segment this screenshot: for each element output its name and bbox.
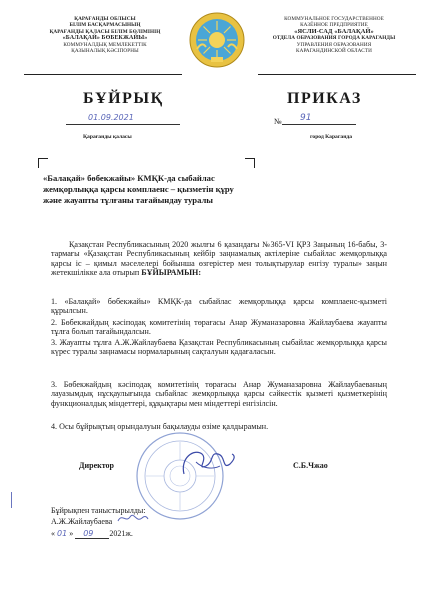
order-item-4: 4. Осы бұйрықтың орындалуын бақылауды өзіме қалдырамын. (51, 422, 269, 431)
order-date: 01.09.2021 (88, 113, 134, 122)
director-role: Директор (79, 461, 114, 470)
order-item-1: 1. «Балақай» бөбекжайы» КМҚК-да сыбайлас жемқорлыққа қарсы комплаенс-қызметі құрылсын. (51, 297, 387, 316)
margin-mark (11, 492, 12, 508)
acknowledgement-label: Бұйрықпен таныстырылды: (51, 506, 146, 515)
header-divider-left (24, 74, 182, 75)
acknowledgement-date (51, 529, 133, 538)
order-keyword: БҰЙЫРАМЫН: (141, 267, 202, 277)
header-right-line1: КОММУНАЛЬНОЕ ГОСУДАРСТВЕННОЕ (284, 16, 384, 22)
document-title: «Балақай» бөбекжайы» КМҚК-да сыбайлас жемқорлыққа қарсы комплаенс – қызметін құру және жауапты тұлғаны тағайындау туралы (43, 173, 234, 206)
header-right-line3: «ЯСЛИ-САД «БАЛАҚАЙ» (294, 27, 374, 35)
acknowledgement-person: А.Ж.Жайлаубаева (51, 517, 113, 526)
ack-date-year: 2021ж. (109, 529, 133, 538)
emblem-icon (188, 11, 246, 69)
ack-date-month: 09 (75, 529, 109, 539)
city-kz: Қарағанды қаласы (83, 134, 132, 140)
city-ru: город Караганда (310, 134, 353, 140)
order-item-3: 3. Жауапты тұлға А.Ж.Жайлаубаева Қазақстан Республикасының сыбайлас жемқорлыққа қарсы күрес туралы заңнамасы нормаларының сақталуын қадағаласын. (51, 338, 387, 357)
header-left-line2: БІЛІМ БАСҚАРМАСЫНЫҢ (69, 22, 141, 29)
order-item-3b: 3. Бөбекжайдың кәсіподақ комитетінің төрағасы Анар Жуманазаровна Жайлаубаеваның лауазымдық нұсқаулығында сыбайлас жемқорлыққа қарсы сәйкестік қызметі қызметкерінің функционалдық міндеттері, құқықтары мен міндеттері енгізілсін. (51, 380, 387, 408)
ack-date-open: « (51, 529, 55, 538)
header-right-line2: КАЗЁННОЕ ПРЕДПРИЯТИЕ (300, 22, 368, 29)
title-bracket-right (245, 158, 255, 168)
body-intro (51, 240, 387, 277)
number-sign: № (274, 117, 282, 126)
state-emblem (188, 11, 246, 69)
ack-signature-icon (116, 509, 150, 527)
header-right-line5: УПРАВЛЕНИЯ ОБРАЗОВАНИЯ (296, 41, 372, 48)
signature-icon (176, 444, 240, 484)
header-left-line6: ҚАЗЫНАЛЫҚ КӘСІПОРНЫ (71, 48, 139, 55)
header-left-line1: ҚАРАҒАНДЫ ОБЛЫСЫ (74, 16, 136, 22)
header-right-line4: ОТДЕЛА ОБРАЗОВАНИЯ ГОРОДА КАРАГАНДЫ (272, 35, 396, 42)
header-left-line4: «БАЛАҚАЙ» БӨБЕКЖАЙЫ» (62, 35, 148, 42)
header-left (30, 16, 180, 54)
header-left-line3: ҚАРАҒАНДЫ ҚАЛАСЫ БІЛІМ БӨЛІМІНІҢ (49, 28, 161, 35)
intro-text: Қазақстан Республикасының 2020 жылғы 6 қазандағы №365-VI ҚРЗ Заңының 16-бабы, 3-тармағы «Қазақстан Республикасының кейбір заңнамалық актілеріне сыбайлас жемқорлыққа қарсы іс – қимыл мәселелері бойынша өзгерістер мен толықтырулар енгізу туралы» заңын жетекшілікке ала отырып (51, 240, 387, 277)
ack-date-close: » (69, 529, 74, 538)
date-underline (66, 124, 180, 125)
ack-signature (116, 509, 150, 527)
ack-date-day: 01 (57, 529, 68, 538)
header-right-line6: КАРАГАНДИНСКОЙ ОБЛАСТИ (296, 48, 372, 55)
director-name: С.Б.Чжао (293, 461, 328, 470)
order-item-2: 2. Бөбекжайдың кәсіподақ комитетінің төрағасы Анар Жуманазаровна Жайлаубаева жауапты тұлға болып тағайындалсын. (51, 318, 387, 337)
director-signature (176, 444, 240, 484)
header-right (256, 16, 412, 54)
order-title-ru: ПРИКАЗ (287, 90, 362, 107)
number-underline (282, 124, 356, 125)
order-title-kz: БҰЙРЫҚ (83, 90, 164, 107)
header-left-line5: КОММУНАЛДЫҚ МЕМЛЕКЕТТІК (63, 41, 147, 48)
title-bracket-left (38, 158, 48, 168)
order-number: 91 (300, 113, 312, 123)
header-divider-right (258, 74, 416, 75)
